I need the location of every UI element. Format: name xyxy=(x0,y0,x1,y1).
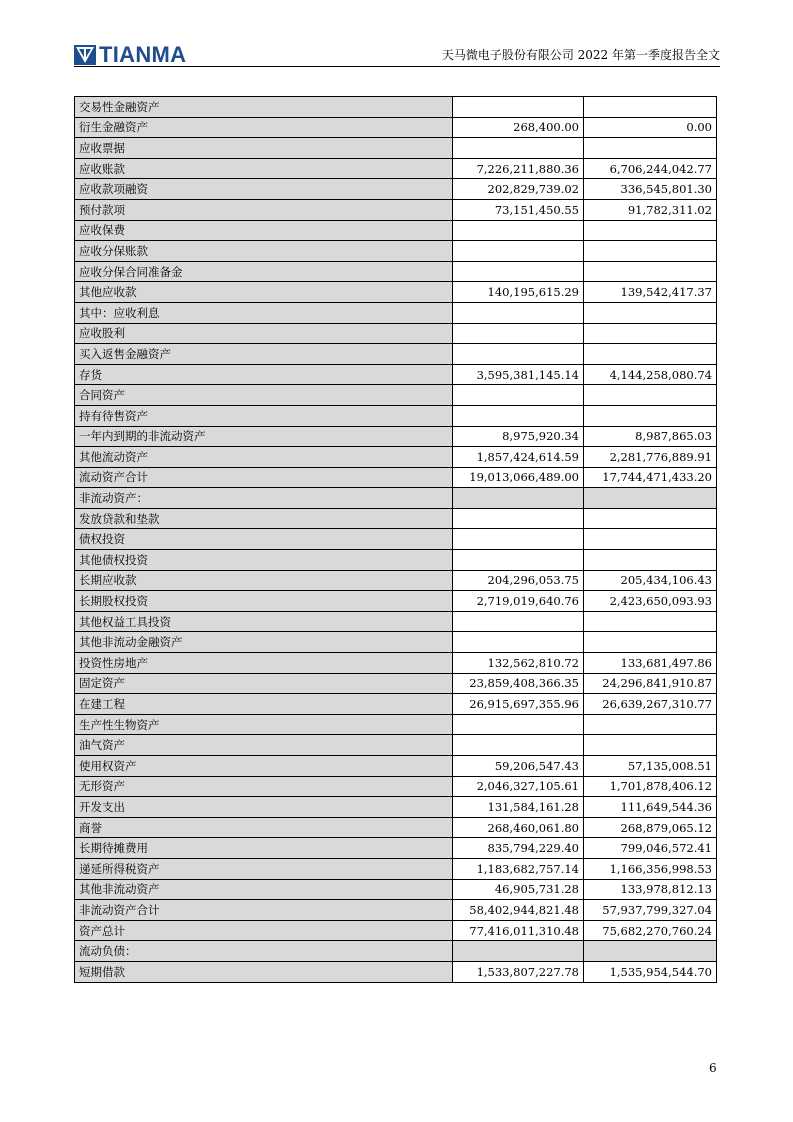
row-label: 油气资产 xyxy=(75,735,453,756)
row-label: 其他流动资产 xyxy=(75,447,453,468)
period-end-value: 77,416,011,310.48 xyxy=(453,920,584,941)
table-row xyxy=(75,117,717,138)
row-label: 其他权益工具投资 xyxy=(75,611,453,632)
year-start-value: 1,166,356,998.53 xyxy=(584,858,717,879)
year-start-value: 268,879,065.12 xyxy=(584,817,717,838)
row-label: 其中：应收利息 xyxy=(75,302,453,323)
row-label: 应收账款 xyxy=(75,158,453,179)
period-end-value: 19,013,066,489.00 xyxy=(453,467,584,488)
row-label: 商誉 xyxy=(75,817,453,838)
table-row xyxy=(75,241,717,262)
period-end-value xyxy=(453,220,584,241)
row-label: 资产总计 xyxy=(75,920,453,941)
row-label: 长期应收款 xyxy=(75,570,453,591)
period-end-value: 8,975,920.34 xyxy=(453,426,584,447)
period-end-value: 26,915,697,355.96 xyxy=(453,694,584,715)
year-start-value: 1,535,954,544.70 xyxy=(584,961,717,982)
period-end-value xyxy=(453,488,584,509)
period-end-value xyxy=(453,344,584,365)
table-row xyxy=(75,344,717,365)
year-start-value: 4,144,258,080.74 xyxy=(584,364,717,385)
year-start-value xyxy=(584,241,717,262)
year-start-value: 205,434,106.43 xyxy=(584,570,717,591)
year-start-value: 26,639,267,310.77 xyxy=(584,694,717,715)
page-header xyxy=(74,42,720,68)
period-end-value: 3,595,381,145.14 xyxy=(453,364,584,385)
table-row xyxy=(75,776,717,797)
row-label: 发放贷款和垫款 xyxy=(75,508,453,529)
table-row xyxy=(75,858,717,879)
year-start-value: 8,987,865.03 xyxy=(584,426,717,447)
period-end-value xyxy=(453,508,584,529)
year-start-value xyxy=(584,941,717,962)
table-row xyxy=(75,879,717,900)
balance-sheet-table xyxy=(74,96,717,983)
table-row xyxy=(75,467,717,488)
table-row xyxy=(75,97,717,118)
header-divider xyxy=(74,66,720,67)
row-label: 非流动资产合计 xyxy=(75,900,453,921)
year-start-value: 2,281,776,889.91 xyxy=(584,447,717,468)
row-label: 其他债权投资 xyxy=(75,550,453,571)
row-label: 应收分保账款 xyxy=(75,241,453,262)
row-label: 其他应收款 xyxy=(75,282,453,303)
period-end-value xyxy=(453,261,584,282)
period-end-value: 202,829,739.02 xyxy=(453,179,584,200)
year-start-value: 24,296,841,910.87 xyxy=(584,673,717,694)
year-start-value: 336,545,801.30 xyxy=(584,179,717,200)
year-start-value xyxy=(584,302,717,323)
period-end-value xyxy=(453,941,584,962)
row-label: 一年内到期的非流动资产 xyxy=(75,426,453,447)
table-row xyxy=(75,797,717,818)
table-row xyxy=(75,220,717,241)
table-row xyxy=(75,817,717,838)
period-end-value xyxy=(453,632,584,653)
row-label: 交易性金融资产 xyxy=(75,97,453,118)
table-row xyxy=(75,158,717,179)
period-end-value: 131,584,161.28 xyxy=(453,797,584,818)
year-start-value xyxy=(584,611,717,632)
year-start-value xyxy=(584,508,717,529)
year-start-value xyxy=(584,550,717,571)
row-label: 应收票据 xyxy=(75,138,453,159)
table-row xyxy=(75,838,717,859)
period-end-value: 73,151,450.55 xyxy=(453,199,584,220)
year-start-value: 57,135,008.51 xyxy=(584,756,717,777)
row-label: 生产性生物资产 xyxy=(75,714,453,735)
row-label: 短期借款 xyxy=(75,961,453,982)
table-row xyxy=(75,302,717,323)
period-end-value: 1,183,682,757.14 xyxy=(453,858,584,879)
period-end-value xyxy=(453,138,584,159)
year-start-value xyxy=(584,714,717,735)
period-end-value: 2,046,327,105.61 xyxy=(453,776,584,797)
table-row xyxy=(75,941,717,962)
table-row xyxy=(75,550,717,571)
period-end-value xyxy=(453,550,584,571)
row-label: 使用权资产 xyxy=(75,756,453,777)
period-end-value: 58,402,944,821.48 xyxy=(453,900,584,921)
year-start-value xyxy=(584,344,717,365)
year-start-value: 75,682,270,760.24 xyxy=(584,920,717,941)
row-label: 长期股权投资 xyxy=(75,591,453,612)
period-end-value: 46,905,731.28 xyxy=(453,879,584,900)
period-end-value: 140,195,615.29 xyxy=(453,282,584,303)
period-end-value: 835,794,229.40 xyxy=(453,838,584,859)
table-row xyxy=(75,138,717,159)
year-start-value xyxy=(584,488,717,509)
year-start-value xyxy=(584,385,717,406)
table-row xyxy=(75,673,717,694)
year-start-value: 139,542,417.37 xyxy=(584,282,717,303)
year-start-value xyxy=(584,323,717,344)
row-label: 无形资产 xyxy=(75,776,453,797)
row-label: 应收股利 xyxy=(75,323,453,344)
row-label: 应收款项融资 xyxy=(75,179,453,200)
row-label: 流动负债： xyxy=(75,941,453,962)
table-row xyxy=(75,364,717,385)
row-label: 固定资产 xyxy=(75,673,453,694)
row-label: 买入返售金融资产 xyxy=(75,344,453,365)
period-end-value: 1,533,807,227.78 xyxy=(453,961,584,982)
period-end-value xyxy=(453,714,584,735)
year-start-value: 0.00 xyxy=(584,117,717,138)
logo-text: TIANMA xyxy=(99,42,187,67)
year-start-value: 91,782,311.02 xyxy=(584,199,717,220)
balance-sheet-body xyxy=(75,97,717,983)
row-label: 流动资产合计 xyxy=(75,467,453,488)
year-start-value xyxy=(584,632,717,653)
year-start-value: 133,978,812.13 xyxy=(584,879,717,900)
row-label: 债权投资 xyxy=(75,529,453,550)
table-row xyxy=(75,199,717,220)
row-label: 应收保费 xyxy=(75,220,453,241)
row-label: 在建工程 xyxy=(75,694,453,715)
row-label: 开发支出 xyxy=(75,797,453,818)
table-row xyxy=(75,920,717,941)
year-start-value xyxy=(584,97,717,118)
period-end-value xyxy=(453,611,584,632)
row-label: 其他非流动金融资产 xyxy=(75,632,453,653)
year-start-value: 17,744,471,433.20 xyxy=(584,467,717,488)
row-label: 投资性房地产 xyxy=(75,653,453,674)
row-label: 长期待摊费用 xyxy=(75,838,453,859)
period-end-value xyxy=(453,97,584,118)
table-row xyxy=(75,735,717,756)
year-start-value xyxy=(584,735,717,756)
period-end-value xyxy=(453,241,584,262)
year-start-value xyxy=(584,220,717,241)
table-row xyxy=(75,611,717,632)
year-start-value xyxy=(584,529,717,550)
year-start-value xyxy=(584,261,717,282)
row-label: 预付款项 xyxy=(75,199,453,220)
row-label: 合同资产 xyxy=(75,385,453,406)
period-end-value: 268,460,061.80 xyxy=(453,817,584,838)
period-end-value: 1,857,424,614.59 xyxy=(453,447,584,468)
period-end-value xyxy=(453,405,584,426)
period-end-value: 132,562,810.72 xyxy=(453,653,584,674)
table-row xyxy=(75,447,717,468)
year-start-value: 1,701,878,406.12 xyxy=(584,776,717,797)
table-row xyxy=(75,570,717,591)
table-row xyxy=(75,529,717,550)
table-row xyxy=(75,961,717,982)
year-start-value: 111,649,544.36 xyxy=(584,797,717,818)
row-label: 非流动资产： xyxy=(75,488,453,509)
table-row xyxy=(75,653,717,674)
period-end-value: 204,296,053.75 xyxy=(453,570,584,591)
year-start-value: 6,706,244,042.77 xyxy=(584,158,717,179)
period-end-value: 268,400.00 xyxy=(453,117,584,138)
period-end-value xyxy=(453,323,584,344)
row-label: 应收分保合同准备金 xyxy=(75,261,453,282)
table-row xyxy=(75,261,717,282)
year-start-value xyxy=(584,405,717,426)
period-end-value xyxy=(453,385,584,406)
row-label: 衍生金融资产 xyxy=(75,117,453,138)
period-end-value: 23,859,408,366.35 xyxy=(453,673,584,694)
table-row xyxy=(75,714,717,735)
table-row xyxy=(75,405,717,426)
period-end-value xyxy=(453,302,584,323)
table-row xyxy=(75,323,717,344)
year-start-value xyxy=(584,138,717,159)
year-start-value: 57,937,799,327.04 xyxy=(584,900,717,921)
table-row xyxy=(75,756,717,777)
row-label: 存货 xyxy=(75,364,453,385)
table-row xyxy=(75,282,717,303)
company-logo xyxy=(74,44,186,66)
table-row xyxy=(75,385,717,406)
table-row xyxy=(75,508,717,529)
page-number: 6 xyxy=(709,1061,717,1075)
document-title: 天马微电子股份有限公司 2022 年第一季度报告全文 xyxy=(441,48,720,62)
year-start-value: 799,046,572.41 xyxy=(584,838,717,859)
table-row xyxy=(75,694,717,715)
period-end-value: 2,719,019,640.76 xyxy=(453,591,584,612)
table-row xyxy=(75,488,717,509)
table-row xyxy=(75,900,717,921)
year-start-value: 133,681,497.86 xyxy=(584,653,717,674)
period-end-value: 7,226,211,880.36 xyxy=(453,158,584,179)
table-row xyxy=(75,179,717,200)
tianma-logo-icon xyxy=(74,44,96,66)
table-row xyxy=(75,632,717,653)
table-row xyxy=(75,591,717,612)
table-row xyxy=(75,426,717,447)
period-end-value: 59,206,547.43 xyxy=(453,756,584,777)
period-end-value xyxy=(453,529,584,550)
row-label: 持有待售资产 xyxy=(75,405,453,426)
row-label: 递延所得税资产 xyxy=(75,858,453,879)
period-end-value xyxy=(453,735,584,756)
row-label: 其他非流动资产 xyxy=(75,879,453,900)
year-start-value: 2,423,650,093.93 xyxy=(584,591,717,612)
